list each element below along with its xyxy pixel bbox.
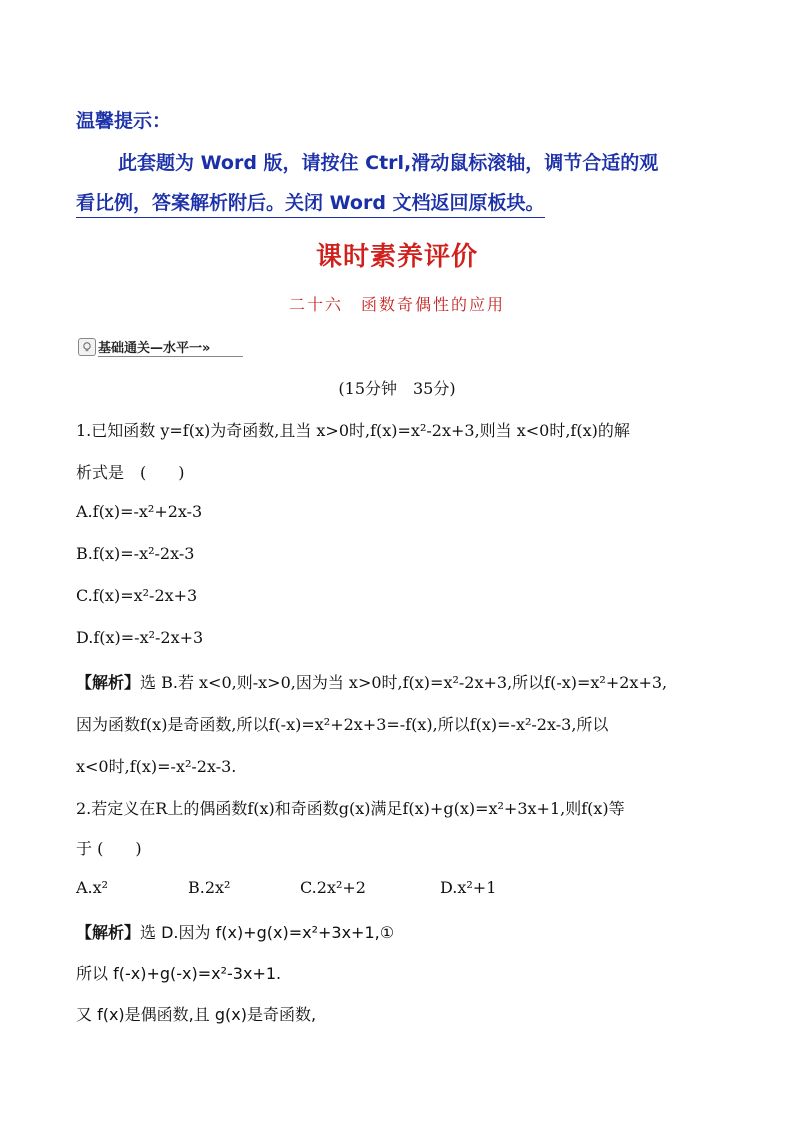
q2-option-b: B.2x² <box>188 878 231 897</box>
q1-option-b: B.f(x)=-x²-2x-3 <box>76 544 195 563</box>
q2-line-1: 2.若定义在R上的偶函数f(x)和奇函数g(x)满足f(x)+g(x)=x²+3x+1,则f(x)等 <box>76 799 625 818</box>
tip-line-2: 看比例，答案解析附后。关闭 Word 文档返回原板块。 <box>76 188 545 218</box>
q1-option-c: C.f(x)=x²-2x+3 <box>76 586 198 605</box>
lightbulb-icon <box>78 338 96 356</box>
q2-line-2: 于 ( ) <box>76 839 142 858</box>
time-score: (15分钟 35分) <box>338 379 456 398</box>
q1-analysis-line-3: x<0时,f(x)=-x²-2x-3. <box>76 757 237 776</box>
section-arrow: » <box>202 341 211 356</box>
q2-analysis-label: 【解析】 <box>76 923 141 942</box>
tip-title: 温馨提示： <box>76 110 172 132</box>
q1-analysis-line-1: 【解析】选 B.若 x<0,则-x>0,因为当 x>0时,f(x)=x²-2x+3,所以f(-x)=x²+2x+3, <box>76 673 668 692</box>
q1-line-1: 1.已知函数 y=f(x)为奇函数,且当 x>0时,f(x)=x²-2x+3,则当 x<0时,f(x)的解 <box>76 421 630 440</box>
q2-analysis-line-2: 所以 f(-x)+g(-x)=x²-3x+1. <box>76 964 282 983</box>
q1-option-d: D.f(x)=-x²-2x+3 <box>76 628 204 647</box>
q2-option-a: A.x² <box>76 878 109 897</box>
section-underline <box>98 356 243 357</box>
tip-line-1: 此套题为 Word 版，请按住 Ctrl,滑动鼠标滚轴，调节合适的观 <box>118 152 659 174</box>
q1-analysis-line-2: 因为函数f(x)是奇函数,所以f(-x)=x²+2x+3=-f(x),所以f(x)=-x²-2x-3,所以 <box>76 715 609 734</box>
q2-analysis-line-1: 【解析】选 D.因为 f(x)+g(x)=x²+3x+1,① <box>76 923 395 942</box>
section-label: 基础通关—水平一» <box>98 341 211 356</box>
section-header <box>78 337 248 357</box>
page-subtitle: 二十六 函数奇偶性的应用 <box>288 295 505 314</box>
q1-option-a: A.f(x)=-x²+2x-3 <box>76 502 203 521</box>
q1-line-2: 析式是 ( ) <box>76 463 185 482</box>
page-title: 课时素养评价 <box>315 242 478 272</box>
q2-option-c: C.2x²+2 <box>300 878 366 897</box>
q2-option-d: D.x²+1 <box>440 878 497 897</box>
q1-analysis-label: 【解析】 <box>76 673 141 692</box>
q2-analysis-line-3: 又 f(x)是偶函数,且 g(x)是奇函数, <box>76 1005 317 1024</box>
